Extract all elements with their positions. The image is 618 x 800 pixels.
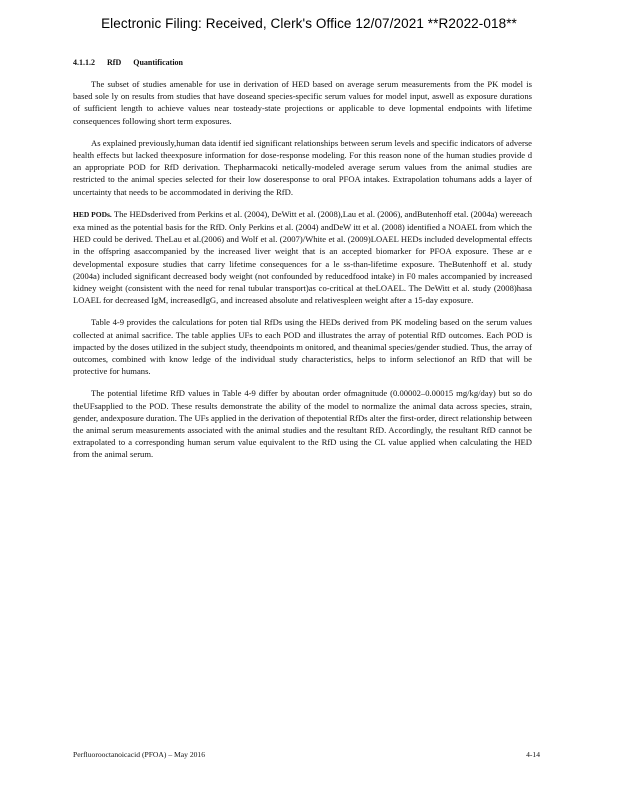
- footer-page-number: 4-14: [526, 750, 540, 759]
- section-title: RfD Quantification: [107, 58, 183, 67]
- paragraph-3-run-in-heading: HED PODs.: [73, 209, 112, 219]
- paragraph-5: The potential lifetime RfD values in Table 4-9 differ by aboutan order ofmagnitude (0.00002–0.00015 mg/kg/day) but so do theUFsapplied to the POD. These results demonstrate the ability of the model to normalize the animal data across species, strain, gender, andexposure duration. The UFs applied in the derivation of thepotential RfDs alter the first-order, direct relationship between the animal serum measurements associated with the animal studies and the resultant RfD. Accordingly, the resultant RfD cannot be extrapolated to a corresponding human serum value equivalent to the RfD using the CL value applied when calculating the HED from the animal serum.: [73, 388, 532, 460]
- section-heading: [73, 58, 183, 67]
- paragraph-3: [73, 208, 532, 307]
- footer-document-title: Perfluorooctanoicacid (PFOA) – May 2016: [73, 750, 206, 759]
- paragraph-1: The subset of studies amenable for use in derivation of HED based on average serum measurements from the PK model is based sole ly on results from studies that have doseand species-specific serum values for model input, aswell as exposure durations of sufficient length to achieve values near tosteady-state projections or applicable to deve lopmental endpoints with lifetime consequences following short term exposures.: [73, 79, 532, 126]
- paragraph-4: Table 4-9 provides the calculations for poten tial RfDs using the HEDs derived from PK modeling based on the serum values collected at animal sacrifice. The table applies UFs to each POD and illustrates the array of potential RfD outcomes. Each POD is impacted by the doses utilized in the subject study, theendpoints m onitored, and theanimal species/gender studied. Thus, the array of outcomes, combined with know ledge of the individual study characteristics, helps to inform selectionof an RfD that will be protective for humans.: [73, 317, 532, 377]
- filing-stamp-header: Electronic Filing: Received, Clerk's Office 12/07/2021 **R2022-018**: [101, 16, 517, 31]
- body-text-block: [73, 78, 532, 471]
- paragraph-2: As explained previously,human data identif ied significant relationships between serum levels and specific indicators of adverse health effects but lacked theexposure information for dose-response modeling. For this reason none of the human studies provide d an appropriate POD for RfD derivation. Thepharmacoki netically-modeled average serum values from the animal studies are restricted to the animal species selected for their low doseresponse to oral PFOA intakes. Extrapolation tohumans adds a layer of uncertainty that needs to be accommodated in deriving the RfD.: [73, 137, 532, 197]
- paragraph-3-text: The HEDsderived from Perkins et al. (2004), DeWitt et al. (2008),Lau et al. (2006), andButenhoff etal. (2004a) wereeach exa mined as the potential basis for the RfD. Only Perkins et al. (2004) andDeW itt et al. (2008) identified a NOAEL from which the HED could be derived. TheLau et al.(2006) and Wolf et al. (2007)/White et al. (2009)LOAEL HEDs included developmental effects in the offspring asaccompanied by the increased liver weight that is an accepted biomarker for PFOA exposure. These ar e developmental exposure studies that carry lifetime consequences for a le ss-than-lifetime exposure. TheButenhoff et al. study (2004a) included significant decreased body weight (not confounded by reducedfood intake) in F0 males accompanied by increased kidney weight (consistent with the need for renal tubular transport)as co-critical at theLOAEL. The DeWitt et al. study (2008)hasa LOAEL for decreased IgM, increasedIgG, and increased absolute and relativespleen weight after a 15-day exposure.: [73, 208, 532, 306]
- section-number: 4.1.1.2: [73, 58, 95, 67]
